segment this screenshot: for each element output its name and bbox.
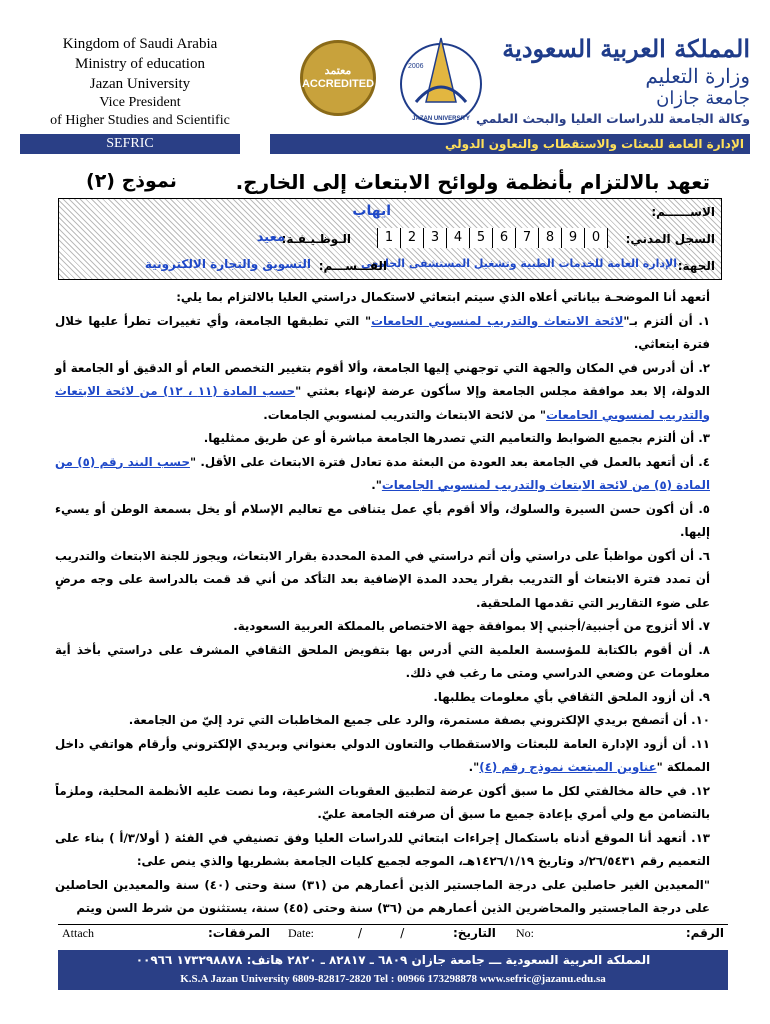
entity-label: الجهة: <box>677 259 715 273</box>
digit-box: 3 <box>423 228 446 248</box>
seal-en: ACCREDITED <box>301 78 375 90</box>
number-label-ar: الرقم: <box>685 926 724 940</box>
name-label: الاســــــم: <box>651 205 715 219</box>
date-label-ar: التاريخ: <box>453 926 496 940</box>
pledge-item-11 <box>55 733 710 780</box>
intro-paragraph: أتعهد أنا الموضحـة بياناتي أعلاه الذي سيتم ابتعاثي لاستكمال دراستي العليا بالالتزام بما يلي: <box>176 290 710 304</box>
circular-quote: "المعيدين الغير حاصلين على درجة الماجستير الذين أعمارهم من (٣١) سنة وحتى (٤٠) سنة والمعيدين الحاصلين على درجة الماجستير والمحاضرين الذين أعمارهم من (٣٦) سنة وحتى (٤٥) سنة، يستثنون من شرط السن ويتم <box>55 877 710 915</box>
pledge-item-12: ١٢. في حالة مخالفتي لكل ما سبق أكون عرضة لتطبيق العقوبات الشرعية، وما نصت عليه الأنظمة المحلية، وملزماً بالتضامن مع ولي أمري بإعادة جميع ما سبق أن صرفته الجامعة عليّ. <box>55 783 710 821</box>
civil-record-label: السجل المدني: <box>625 232 715 246</box>
sefric-bar: SEFRIC <box>20 134 240 154</box>
document-title: تعهد بالالتزام بأنظمة ولوائح الابتعاث إلى الخارج. <box>235 170 710 194</box>
pledge-item-2 <box>55 357 710 428</box>
item-text: " التي تطبقها الجامعة، وأي تغييرات تطرأ عليها خلال فترة ابتعاثي. <box>55 313 710 351</box>
date-separator: / / <box>358 926 405 940</box>
regulation-link[interactable]: لائحة الابتعاث والتدريب لمنسوبي الجامعات <box>371 313 624 328</box>
footer-english-line: K.S.A Jazan University 6809-82817-2820 Tel : 00966 173298878 www.sefric@jazanu.edu.sa <box>180 973 606 985</box>
item-text: ". <box>371 478 382 492</box>
item-text: ". <box>468 760 480 774</box>
pledge-item-6: ٦. أن أكون مواظباً على دراستي وأن أتم دراستي في المدة المحددة بقرار الابتعاث، ويجوز للجنة الابتعاث والتدريب أن تمدد فترة الابتعاث أو التدريب بقرار يحدد المدة الإضافية بعد التأكد من أني قد قمت بالدراسة على وجه مرضٍ على ضوء التقارير التي تقدمها الملحقية. <box>55 548 710 610</box>
clause-link[interactable]: حسب البند رقم (٥) من المادة (٥) من لائحة الابتعاث والتدريب لمنسوبي الجامعات <box>55 454 710 492</box>
arabic-header <box>490 34 750 110</box>
logo-year: 2006 <box>408 63 424 70</box>
digit-box: 6 <box>492 228 515 248</box>
attach-label-ar: المرفقات: <box>208 926 270 940</box>
digit-box: 2 <box>400 228 423 248</box>
pledge-item-13: ١٣. أتعهد أنا الموقع أدناه باستكمال إجراءات ابتعاثي للدراسات العليا وفق تصنيفي في الفئة ( أولا/٣/أ ) بناء على التعميم رقم ٢٦/٥٤٣١/د وتاريخ ١٤٢٦/١/١٩هـ، الموجه لجميع كليات الجامعة بشطريها والذي ينص على: <box>55 830 710 868</box>
pledge-item-4 <box>55 451 710 498</box>
digit-box: 9 <box>561 228 584 248</box>
digit-box: 7 <box>515 228 538 248</box>
item-text: ٢. أن أدرس في المكان والجهة التي توجهني إليها الجامعة، وألا أقوم بتغيير التخصص العام أو الدقيق أو الجامعة أو الدولة، إلا بعد موافقة مجلس الجامعة وإلا سأكون عرضة لإنهاء بعثتي " <box>55 360 710 398</box>
header-ministry-ar: وزارة التعليم <box>645 64 750 88</box>
header-kingdom-ar: المملكة العربية السعودية <box>502 34 750 63</box>
digit-box: 5 <box>469 228 492 248</box>
digit-box: 0 <box>584 228 608 248</box>
pledge-item-1 <box>55 310 710 357</box>
number-label-en: No: <box>516 926 534 940</box>
pledge-item-3: ٣. أن ألتزم بجميع الضوابط والتعاميم التي تصدرها الجامعة مباشرة أو عن طريق ممثليها. <box>203 431 710 445</box>
header-university-en: Jazan University <box>89 76 191 92</box>
department-value: التسويق والتجارة الالكترونية <box>144 257 311 271</box>
personal-info-table <box>58 198 722 280</box>
entity-value: الإدارة العامة للخدمات الطبية وتشغيل المستشفى الجامعي <box>360 257 677 270</box>
form-number: نموذج (٢) <box>86 170 177 192</box>
header-vp-en: Vice President <box>99 95 181 110</box>
logo-name: JAZAN UNIVERSITY <box>412 116 470 122</box>
civil-job-row <box>59 226 721 252</box>
seal-ar: معتمد <box>324 65 352 77</box>
footer-fields <box>58 926 728 944</box>
pledge-item-8: ٨. أن أقوم بالكتابة للمؤسسة العلمية التي أدرس بها بتفويض الملحق الثقافي المشرف على دراستي بأخذ أية معلومات عن وضعي الدراسي ومتى ما رغب في ذلك. <box>55 642 710 680</box>
pledge-item-5: ٥. أن أكون حسن السيرة والسلوك، وألا أقوم بأي عمل يتنافى مع تعاليم الإسلام أو يخل بسمعة الوطن أو يسيء إليها. <box>55 501 710 539</box>
date-label-en: Date: <box>288 926 314 940</box>
header-studies-en: of Higher Studies and Scientific <box>50 113 230 128</box>
department-label: القـــســـم: <box>318 259 387 273</box>
footer-arabic-line: المملكة العربية السعودية ـــ جامعة جازان ٦٨٠٩ ـ ٨٢٨١٧ ـ ٢٨٢٠ هاتف: ١٧٣٢٩٨٨٧٨ ٠٠٩٦٦ <box>135 953 651 967</box>
header-ministry-en: Ministry of education <box>75 56 205 72</box>
item-text: ١. أن ألتزم بـ" <box>623 313 711 328</box>
digit-box: 1 <box>377 228 400 248</box>
attach-label-en: Attach <box>62 926 94 940</box>
pledge-item-10: ١٠. أن أتصفح بريدي الإلكتروني بصفة مستمرة، والرد على جميع المخاطبات التي ترد إليّ من الجامعة. <box>128 713 710 727</box>
accredited-seal-icon <box>300 40 376 116</box>
footer-contact-bar <box>58 950 728 990</box>
job-label: الـوظـيـفـة: <box>281 232 351 246</box>
entity-row <box>59 253 721 279</box>
general-department-bar: الإدارة العامة للبعثات والاستقطاب والتعاون الدولي <box>270 134 750 154</box>
pledge-item-9: ٩. أن أزود الملحق الثقافي بأي معلومات يطلبها. <box>433 689 710 704</box>
english-header <box>20 34 260 130</box>
article-link[interactable]: حسب المادة (١١ ، ١٢) من لائحة الابتعاث والتدريب لمنسوبي الجامعات <box>55 384 710 422</box>
pledge-item-7: ٧. ألا أتزوج من أجنبية/أجنبي إلا بموافقة جهة الاختصاص بالمملكة العربية السعودية. <box>233 619 710 633</box>
name-row <box>59 199 721 225</box>
footer-divider <box>58 924 728 925</box>
digit-box: 8 <box>538 228 561 248</box>
form4-link[interactable]: عناوين المبتعث نموذج رقم (٤) <box>479 760 657 774</box>
item-text: ١١. أن أزود الإدارة العامة للبعثات والاستقطاب والتعاون الدولي بعنواني وبريدي الإلكتروني وأرقام هواتفي داخل المملكة " <box>55 736 710 774</box>
civil-record-digits <box>377 228 608 248</box>
header-university-ar: جامعة جازان <box>656 88 750 109</box>
digit-box: 4 <box>446 228 469 248</box>
item-text: ٤. أن أتعهد بالعمل في الجامعة بعد العودة من البعثة مدة تعادل فترة الابتعاث على الأقل. " <box>189 454 710 469</box>
item-text: " من لائحة الابتعاث والتدريب لمنسوبي الجامعات. <box>263 407 547 422</box>
job-value: معيد <box>256 230 285 245</box>
name-value: ايهاب <box>352 203 391 219</box>
header-vp-ar: وكالة الجامعة للدراسات العليا والبحث العلمي <box>475 111 750 126</box>
header-kingdom-en: Kingdom of Saudi Arabia <box>62 36 218 52</box>
pledge-body <box>55 286 710 921</box>
